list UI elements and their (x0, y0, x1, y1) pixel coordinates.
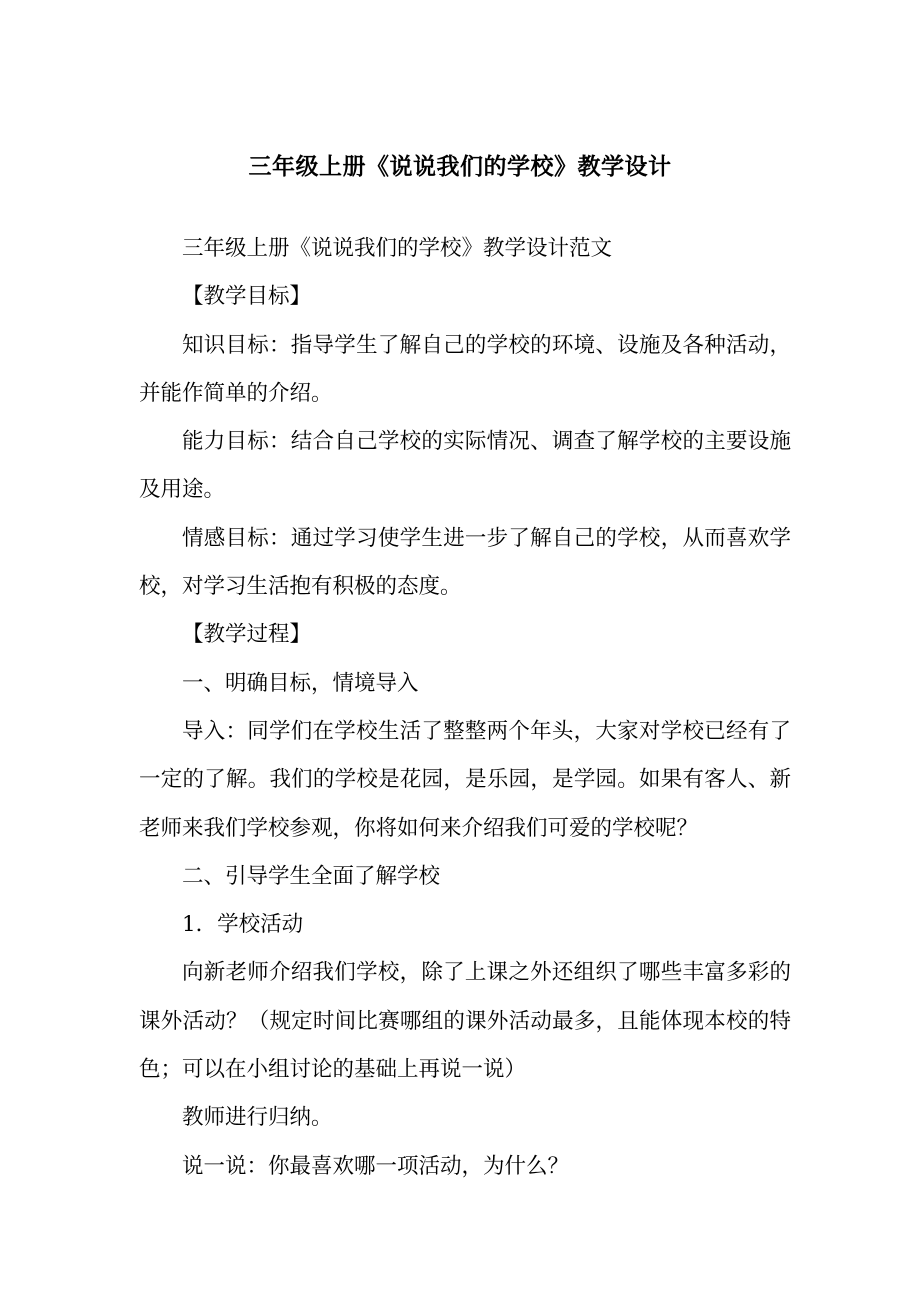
knowledge-goal-paragraph: 知识目标：指导学生了解自己的学校的环境、设施及各种活动，并能作简单的介绍。 (139, 332, 791, 406)
teacher-summary-paragraph: 教师进行归纳。 (182, 1105, 333, 1131)
document-body (139, 225, 791, 1191)
section-heading-process: 【教学过程】 (182, 622, 312, 648)
emotion-goal-paragraph: 情感目标：通过学习使学生进一步了解自己的学校，从而喜欢学校，对学习生活抱有积极的态度。 (139, 525, 791, 600)
ability-goal-paragraph: 能力目标：结合自己学校的实际情况、调查了解学校的主要设施及用途。 (139, 429, 791, 503)
activities-paragraph: 向新老师介绍我们学校，除了上课之外还组织了哪些丰富多彩的课外活动？（规定时间比赛哪组的课外活动最多，且能体现本校的特色；可以在小组讨论的基础上再说一说） (139, 960, 791, 1083)
introduction-paragraph: 导入：同学们在学校生活了整整两个年头，大家对学校已经有了一定的了解。我们的学校是花园，是乐园，是学园。如果有客人、新老师来我们学校参观，你将如何来介绍我们可爱的学校呢？ (139, 718, 791, 841)
step-one-heading: 一、明确目标，情境导入 (182, 670, 419, 696)
step-two-heading: 二、引导学生全面了解学校 (182, 863, 441, 889)
subtitle-paragraph: 三年级上册《说说我们的学校》教学设计范文 (182, 236, 613, 261)
document-title: 三年级上册《说说我们的学校》教学设计 (248, 154, 672, 180)
discussion-paragraph: 说一说：你最喜欢哪一项活动，为什么？ (182, 1153, 570, 1179)
subsection-school-activities: 1．学校活动 (182, 912, 304, 938)
section-heading-objectives: 【教学目标】 (182, 284, 312, 310)
